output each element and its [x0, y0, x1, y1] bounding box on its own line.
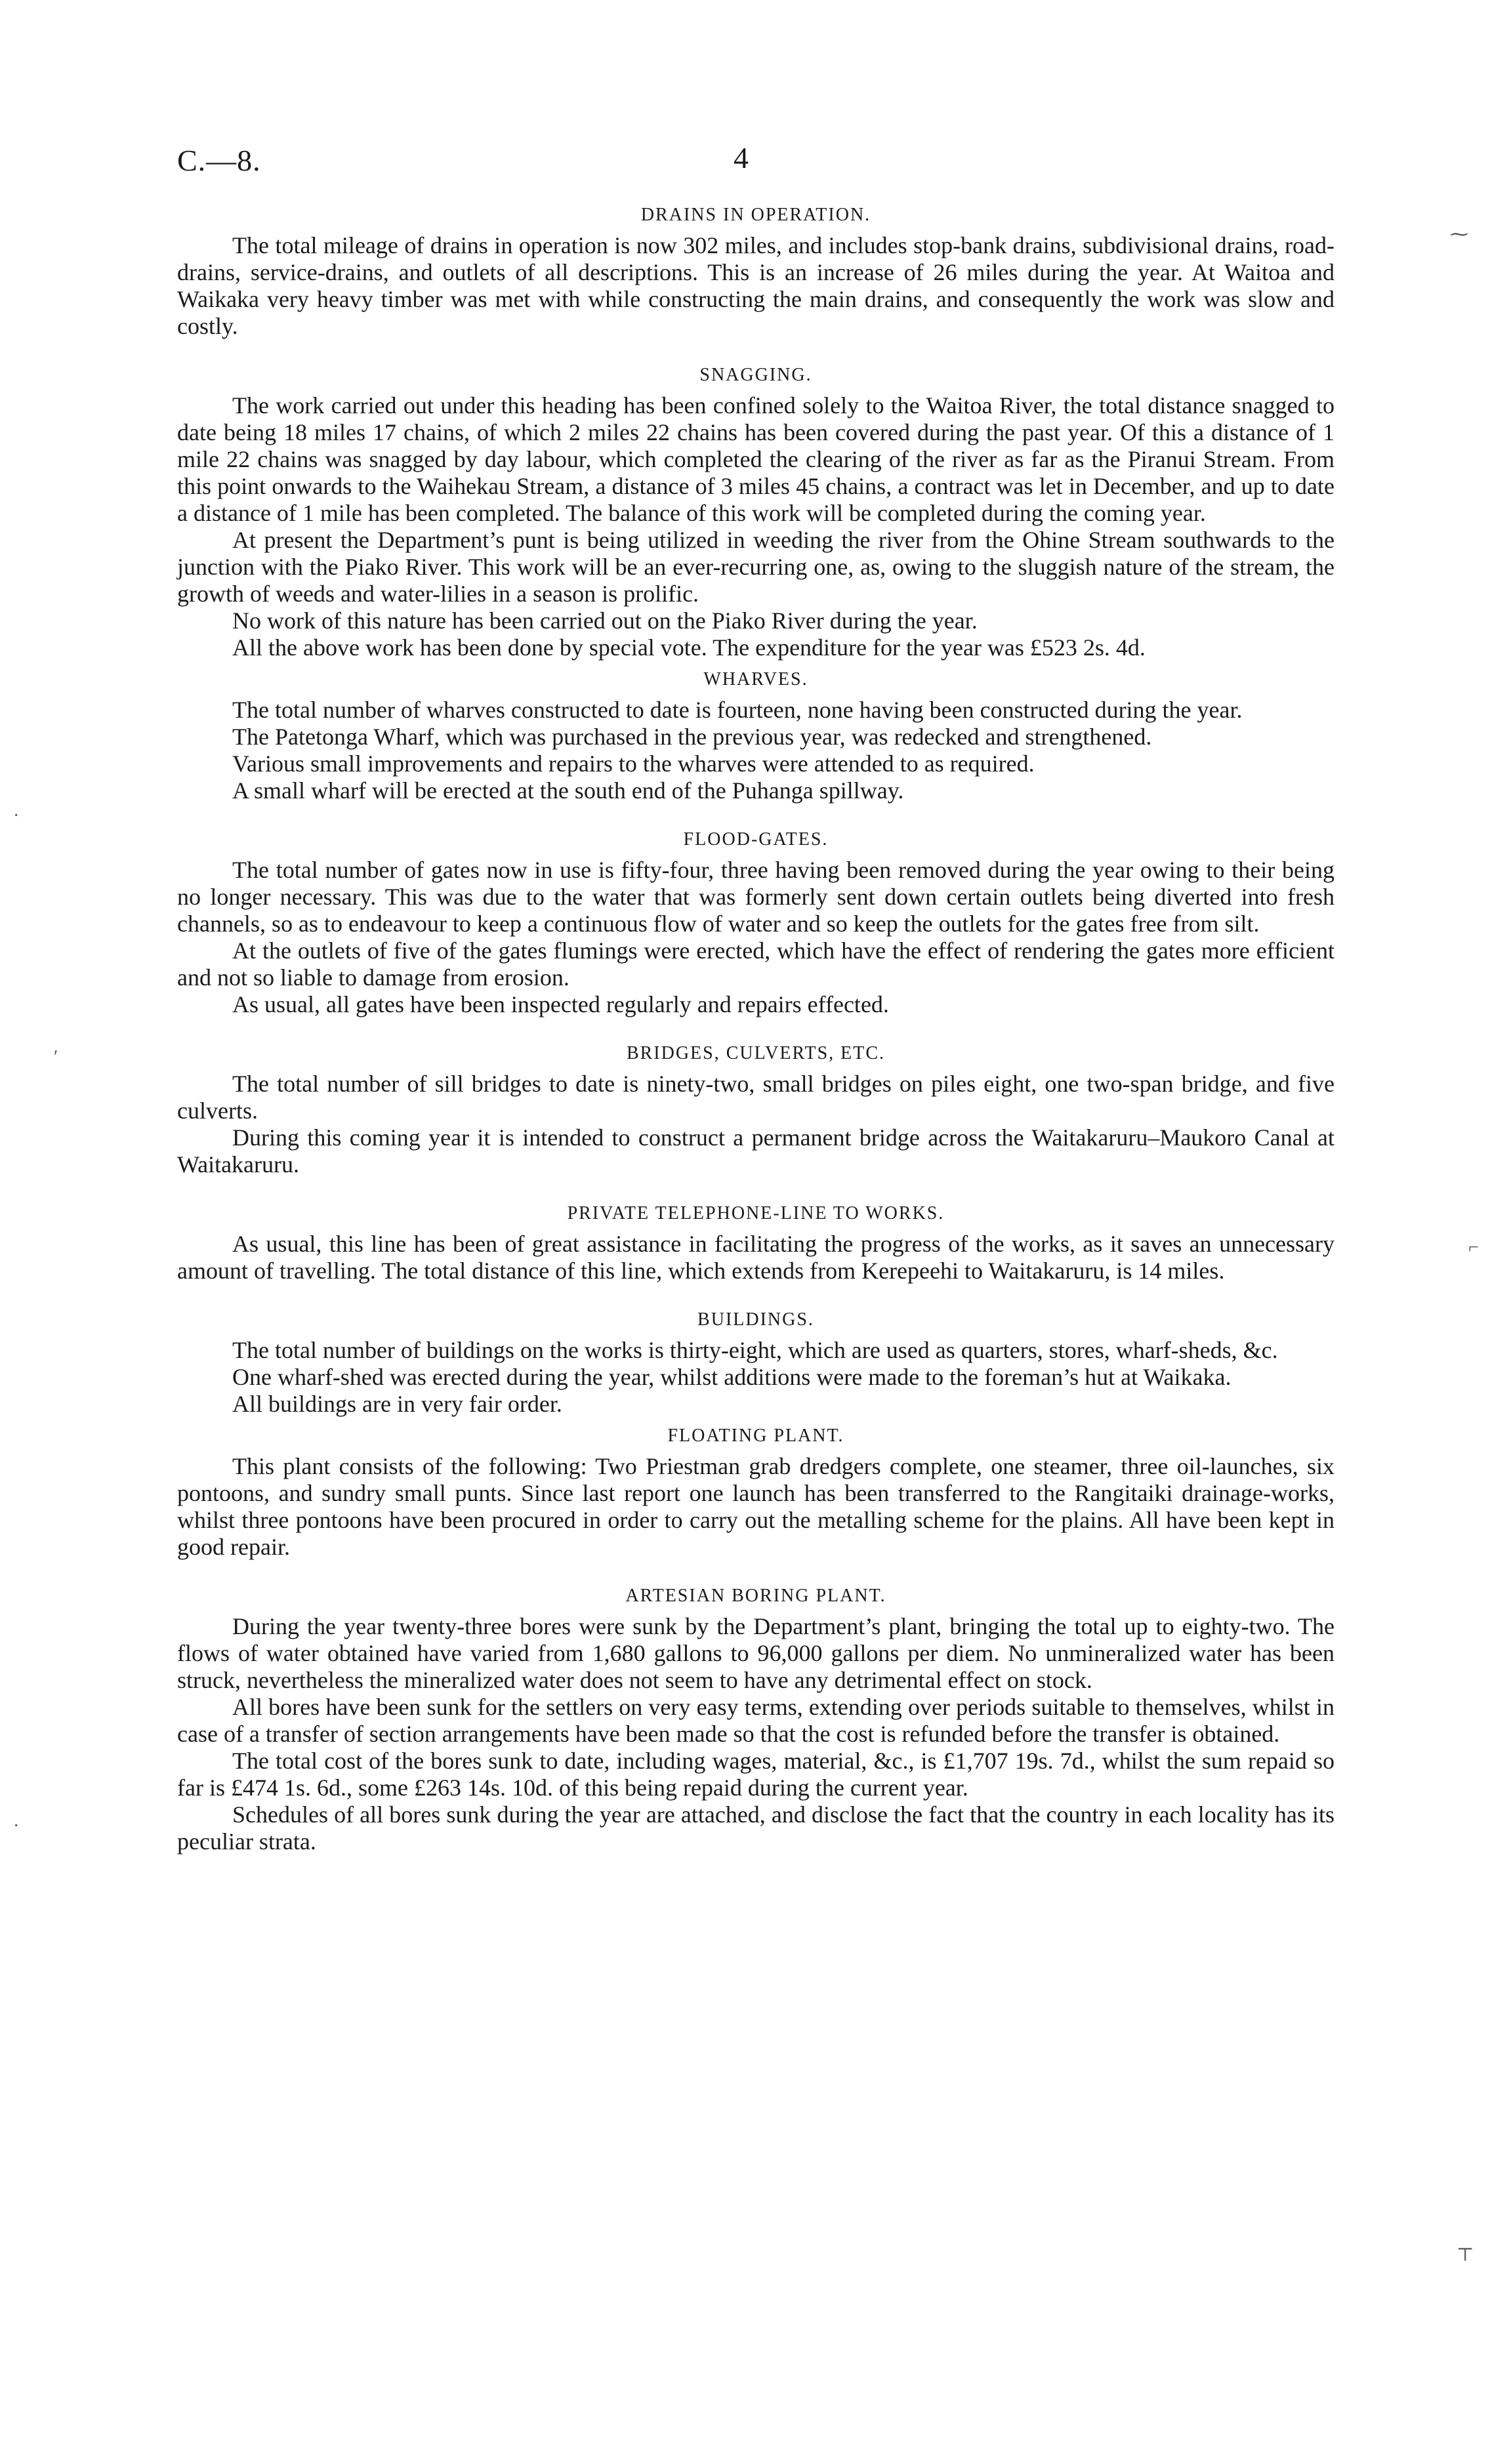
section-heading: DRAINS IN OPERATION. [640, 205, 871, 225]
paragraph: Various small improvements and repairs to the wharves were attended to as required. [232, 750, 1035, 777]
paragraph: The total number of sill bridges to date is ninety-two, small bridges on piles eight, one two-span bridge, and five culverts. [177, 1071, 1335, 1124]
page-number: 4 [734, 141, 749, 175]
paragraph: The total number of wharves constructed to date is fourteen, none having been constructed during the year. [232, 697, 1243, 723]
paragraph: The total cost of the bores sunk to date, including wages, material, &c., is £1,707 19s. 7d., whilst the sum repaid so far is £474 1s. 6d., some £263 14s. 10d. of this being repaid during the current year. [177, 1748, 1335, 1801]
paragraph: As usual, this line has been of great assistance in facilitating the progress of the works, as it saves an unnecessary amount of travelling. The total distance of this line, which extends from Kerepeehi to Waitakaruru, is 14 miles. [177, 1231, 1335, 1284]
page-body [177, 202, 1335, 1855]
section-heading: PRIVATE TELEPHONE-LINE TO WORKS. [567, 1203, 945, 1223]
scan-mark-decoration: ⁓ [1450, 224, 1468, 245]
paragraph: This plant consists of the following: Two Priestman grab dredgers complete, one steamer, three oil-launches, six pontoons, and sundry small punts. Since last report one launch has been transferred to the Rangitaiki drainage-works, whilst three pontoons have been procured in order to carry out the metalling scheme for the plains. All have been kept in good repair. [177, 1453, 1335, 1560]
paragraph: Schedules of all bores sunk during the year are attached, and disclose the fact that the country in each locality has its peculiar strata. [177, 1801, 1335, 1855]
section-heading: FLOOD-GATES. [683, 829, 829, 850]
scan-mark-decoration: · [13, 1816, 20, 1836]
section-private-telephone-line [177, 1201, 1335, 1284]
paragraph: The total number of gates now in use is fifty-four, three having been removed during the year owing to their being no longer necessary. This was due to the water that was formerly sent down certain outlets being diverted into fresh channels, so as to endeavour to keep a continuous flow of water and so keep the outlets for the gates free from silt. [177, 857, 1335, 937]
section-heading: BRIDGES, CULVERTS, ETC. [626, 1043, 886, 1063]
section-flood-gates [177, 827, 1335, 1018]
paragraph: At present the Department’s punt is being utilized in weeding the river from the Ohine Stream southwards to the junction with the Piako River. This work will be an ever-recurring one, as, owing to the sluggish nature of the stream, the growth of weeds and water-lilies in a season is prolific. [177, 527, 1335, 607]
paragraph: The total number of buildings on the works is thirty-eight, which are used as quarters, stores, wharf-sheds, &c. [232, 1337, 1278, 1363]
paragraph: The work carried out under this heading has been confined solely to the Waitoa River, the total distance snagged to date being 18 miles 17 chains, of which 2 miles 22 chains has been covered during the past year. Of this a distance of 1 mile 22 chains was snagged by day labour, which completed the clearing of the river as far as the Piranui Stream. From this point onwards to the Waihekau Stream, a distance of 3 miles 45 chains, a contract was let in December, and up to date a distance of 1 mile has been completed. The balance of this work will be completed during the coming year. [177, 392, 1335, 526]
section-heading: FLOATING PLANT. [667, 1426, 844, 1446]
paragraph: All buildings are in very fair order. [232, 1391, 562, 1417]
section-drains-in-operation [177, 202, 1335, 340]
scan-mark-decoration: · [13, 806, 20, 826]
section-snagging [177, 362, 1335, 661]
section-floating-plant [177, 1423, 1335, 1561]
paragraph: One wharf-shed was erected during the year, whilst additions were made to the foreman’s hut at Waikaka. [232, 1364, 1232, 1390]
section-artesian-boring-plant [177, 1583, 1335, 1855]
paragraph: During this coming year it is intended to construct a permanent bridge across the Waitakaruru–Maukoro Canal at Waitakaruru. [177, 1124, 1335, 1178]
paragraph: During the year twenty-three bores were sunk by the Department’s plant, bringing the total up to eighty-two. The flows of water obtained have varied from 1,680 gallons to 96,000 gallons per diem. No unmineralized water has been struck, nevertheless the mineralized water does not seem to have any detrimental effect on stock. [177, 1613, 1335, 1693]
paragraph: No work of this nature has been carried out on the Piako River during the year. [232, 607, 978, 634]
scan-mark-decoration: ⊤ [1457, 2245, 1474, 2265]
paragraph: As usual, all gates have been inspected regularly and repairs effected. [232, 991, 889, 1017]
paragraph: The total mileage of drains in operation is now 302 miles, and includes stop-bank drains, subdivisional drains, road-drains, service-drains, and outlets of all descriptions. This is an increase of 26 miles during the year. At Waitoa and Waikaka very heavy timber was met with while constructing the main drains, and consequently the work was slow and costly. [177, 232, 1335, 339]
paragraph: A small wharf will be erected at the south end of the Puhanga spillway. [232, 777, 904, 804]
section-wharves [177, 667, 1335, 804]
section-buildings [177, 1307, 1335, 1418]
section-heading: BUILDINGS. [697, 1309, 814, 1330]
section-bridges-culverts [177, 1040, 1335, 1178]
paragraph: All bores have been sunk for the settlers on very easy terms, extending over periods suitable to themselves, whilst in case of a transfer of section arrangements have been made so that the cost is refunded before the transfer is obtained. [177, 1694, 1335, 1747]
section-heading: ARTESIAN BORING PLANT. [625, 1586, 886, 1606]
scan-mark-decoration: ʹ [54, 1047, 58, 1067]
section-heading: SNAGGING. [699, 365, 812, 385]
paragraph: All the above work has been done by special vote. The expenditure for the year was £523 2s. 4d. [232, 634, 1146, 661]
scan-mark-decoration: ⌐ [1468, 1237, 1479, 1258]
page-reference: C.—8. [177, 144, 261, 177]
paragraph: The Patetonga Wharf, which was purchased in the previous year, was redecked and strengthened. [232, 724, 1152, 750]
paragraph: At the outlets of five of the gates flumings were erected, which have the effect of rendering the gates more efficient and not so liable to damage from erosion. [177, 937, 1335, 991]
section-heading: WHARVES. [703, 669, 808, 689]
